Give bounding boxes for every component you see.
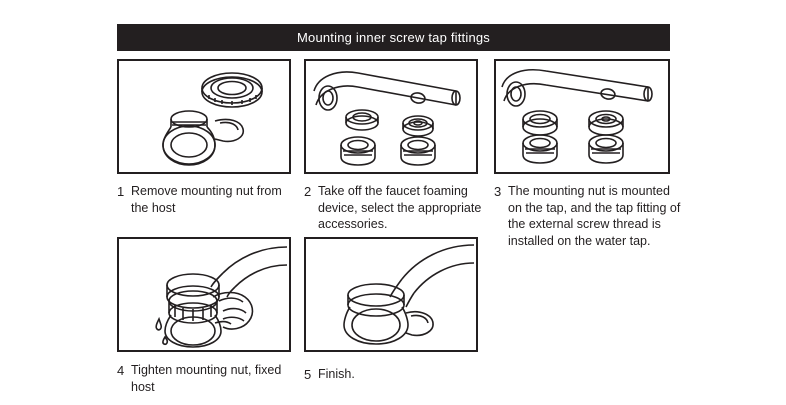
diagram-title-bar [117, 24, 670, 51]
step-1-caption [117, 183, 299, 216]
step-2-caption [304, 183, 490, 233]
page-title: Mounting inner screw tap fittings [296, 30, 491, 45]
step-5-caption [304, 366, 486, 383]
step-4-text: Tighten mounting nut, fixed host [131, 363, 282, 394]
tap-with-two-fittings-icon [496, 61, 668, 172]
step-4-caption [117, 362, 299, 395]
step-2-number: 2 [304, 184, 312, 199]
step-5-text: Finish. [318, 367, 355, 381]
step-3-illustration-panel [494, 59, 670, 174]
step-4-number: 4 [117, 363, 125, 378]
hand-tightening-nut-icon [119, 239, 289, 350]
finished-assembly-icon [306, 239, 476, 350]
step-2-illustration-panel [304, 59, 478, 174]
step-5-illustration-panel [304, 237, 478, 352]
step-1-text: Remove mounting nut from the host [131, 184, 282, 215]
step-1-illustration-panel [117, 59, 291, 174]
step-3-number: 3 [494, 184, 502, 199]
faucet-with-accessories-icon [306, 61, 476, 172]
mounting-nut-and-host-icon [119, 61, 289, 172]
step-1-number: 1 [117, 184, 125, 199]
step-2-text: Take off the faucet foaming device, select the appropriate accessories. [318, 184, 482, 231]
step-3-caption [494, 183, 686, 249]
step-5-number: 5 [304, 367, 312, 382]
step-3-text: The mounting nut is mounted on the tap, and the tap fitting of the external screw thread is installed on the water tap. [508, 184, 681, 248]
step-4-illustration-panel [117, 237, 291, 352]
